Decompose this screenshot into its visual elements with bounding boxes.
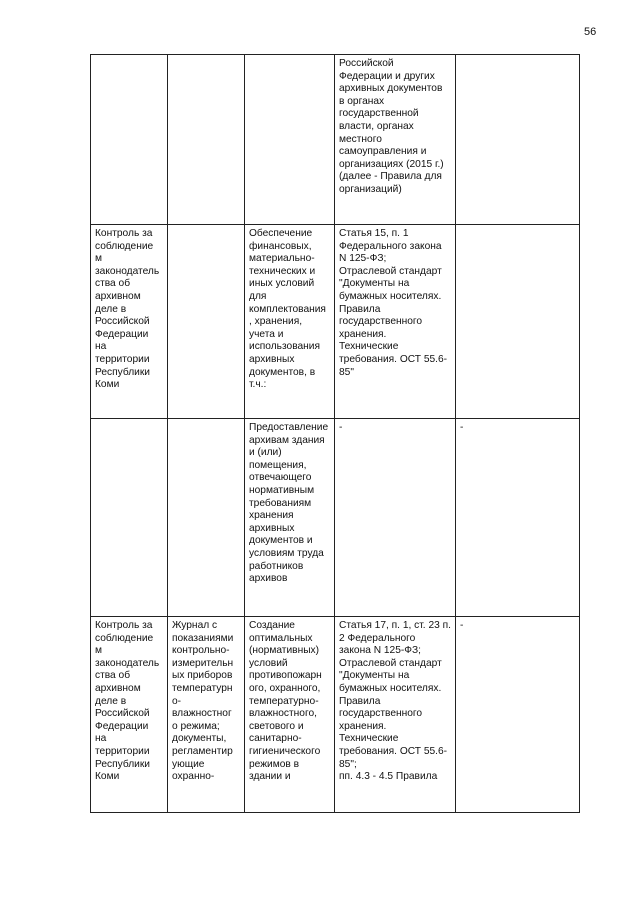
document-table	[90, 54, 580, 813]
table-cell-legal-reference: Российской Федерации и других архивных документов в органах государственной власти, органах местного самоуправления и организациях (2015 г.) (далее - Правила для организаций)	[335, 55, 456, 225]
page-number: 56	[584, 26, 597, 38]
table-row	[91, 419, 580, 617]
table-cell-documents	[168, 55, 245, 225]
table-cell-control: Контроль за соблюдение м законодатель ства об архивном деле в Российской Федерации на территории Республики Коми	[91, 225, 168, 419]
table-cell-requirement: Создание оптимальных (нормативных) условий противопожарн ого, охранного, температурно- влажностного, светового и санитарно- гигиенического режимов в здании и	[245, 617, 335, 813]
table-cell-requirement	[245, 55, 335, 225]
table-cell-documents	[168, 419, 245, 617]
table-cell-legal-reference: Статья 17, п. 1, ст. 23 п. 2 Федерального закона N 125-ФЗ; Отраслевой стандарт "Документы на бумажных носителях. Правила государственного хранения. Технические требования. ОСТ 55.6- 85"; пп. 4.3 - 4.5 Правила	[335, 617, 456, 813]
table-cell-control	[91, 419, 168, 617]
table-cell-legal-reference: Статья 15, п. 1 Федерального закона N 125-ФЗ; Отраслевой стандарт "Документы на бумажных носителях. Правила государственного хранения. Технические требования. ОСТ 55.6- 85"	[335, 225, 456, 419]
table-cell-requirement: Обеспечение финансовых, материально- технических и иных условий для комплектования , хранения, учета и использования архивных документов, в т.ч.:	[245, 225, 335, 419]
table-row	[91, 225, 580, 419]
table-cell-notes	[456, 55, 580, 225]
table-cell-notes: -	[456, 617, 580, 813]
table-cell-notes	[456, 225, 580, 419]
table-row	[91, 617, 580, 813]
table-cell-legal-reference: -	[335, 419, 456, 617]
table-cell-documents	[168, 225, 245, 419]
table-cell-notes: -	[456, 419, 580, 617]
table-cell-documents: Журнал с показаниями контрольно- измерительн ых приборов температурн о- влажностног о режима; документы, регламентир ующие охранно-	[168, 617, 245, 813]
table-cell-control	[91, 55, 168, 225]
table-row	[91, 55, 580, 225]
table-cell-requirement: Предоставление архивам здания и (или) помещения, отвечающего нормативным требованиям хранения архивных документов и условиям труда работников архивов	[245, 419, 335, 617]
table-cell-control: Контроль за соблюдение м законодатель ства об архивном деле в Российской Федерации на территории Республики Коми	[91, 617, 168, 813]
